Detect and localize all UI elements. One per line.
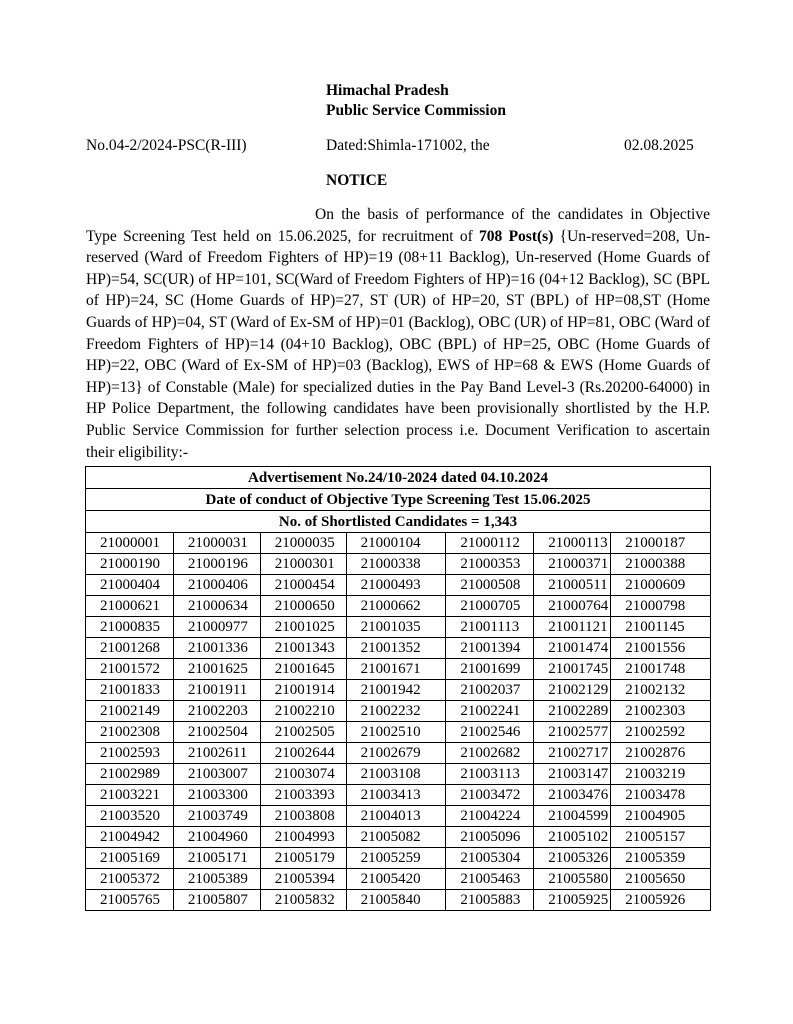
- body-text-part2: {Un-reserved=208, Un-reserved (Ward of Freedom Fighters of HP)=19 (08+11 Backlog), Un-reserved (Home Guards of HP)=54, SC(UR) of HP=101, SC(Ward of Freedom Fighters of HP)=16 (04+12 Backlog), SC (BPL of HP)=24, SC (Home Guards of HP)=27, ST (UR) of HP=20, ST (BPL) of HP=08,ST (Home Guards of HP)=04, ST (Ward of Ex-SM of HP)=01 (Backlog), OBC (UR) of HP=81, OBC (Ward of Freedom Fighters of HP)=14 (04+10 Backlog), OBC (BPL) of HP=25, OBC (Home Guards of HP)=22, OBC (Ward of Ex-SM of HP)=03 (Backlog), EWS of HP=68 & EWS (Home Guards of HP)=13} of Constable (Male) for specialized duties in the Pay Band Level-3 (Rs.20200-64000) in HP Police Department, the following candidates have been provisionally shortlisted by the H.P. Public Service Commission for further selection process i.e. Document Verification to ascertain their eligibility:-: [86, 227, 710, 461]
- roll-number-cell: 21000353: [446, 554, 534, 575]
- roll-number-cell: 21000621: [86, 596, 174, 617]
- roll-number-cell: 21003393: [260, 785, 346, 806]
- roll-number-cell: 21000662: [346, 596, 446, 617]
- roll-number-cell: 21000301: [260, 554, 346, 575]
- roll-number-cell: 21003520: [86, 806, 174, 827]
- table-row: [86, 575, 711, 596]
- roll-number-cell: 21005926: [611, 890, 711, 911]
- roll-number-cell: 21000035: [260, 533, 346, 554]
- roll-number-cell: 21003476: [534, 785, 611, 806]
- roll-number-cell: 21005179: [260, 848, 346, 869]
- roll-number-cell: 21001645: [260, 659, 346, 680]
- roll-number-cell: 21001343: [260, 638, 346, 659]
- table-row: [86, 806, 711, 827]
- roll-number-cell: 21000190: [86, 554, 174, 575]
- notice-date: 02.08.2025: [624, 137, 694, 154]
- table-row: [86, 554, 711, 575]
- roll-number-cell: 21002129: [534, 680, 611, 701]
- roll-number-cell: 21000112: [446, 533, 534, 554]
- roll-number-cell: 21005389: [173, 869, 260, 890]
- roll-number-cell: 21000001: [86, 533, 174, 554]
- roll-number-cell: 21003108: [346, 764, 446, 785]
- roll-number-cell: 21000404: [86, 575, 174, 596]
- roll-number-cell: 21001121: [534, 617, 611, 638]
- roll-number-cell: 21005372: [86, 869, 174, 890]
- roll-number-cell: 21001745: [534, 659, 611, 680]
- table-row: [86, 533, 711, 554]
- roll-number-cell: 21005807: [173, 890, 260, 911]
- roll-number-cell: 21001625: [173, 659, 260, 680]
- roll-number-cell: 21002682: [446, 743, 534, 764]
- table-row: [86, 869, 711, 890]
- table-row: [86, 701, 711, 722]
- org-name-line1: Himachal Pradesh: [326, 82, 449, 99]
- roll-number-cell: 21003478: [611, 785, 711, 806]
- roll-number-cell: 21002210: [260, 701, 346, 722]
- roll-number-cell: 21002308: [86, 722, 174, 743]
- roll-number-cell: 21002546: [446, 722, 534, 743]
- roll-number-cell: 21003413: [346, 785, 446, 806]
- body-text-posts: 708 Post(s): [479, 227, 554, 245]
- roll-number-cell: 21005304: [446, 848, 534, 869]
- roll-number-cell: 21002717: [534, 743, 611, 764]
- roll-number-cell: 21001025: [260, 617, 346, 638]
- roll-number-cell: 21002593: [86, 743, 174, 764]
- roll-number-cell: 21000104: [346, 533, 446, 554]
- roll-number-cell: 21003147: [534, 764, 611, 785]
- roll-number-cell: 21003300: [173, 785, 260, 806]
- table-row: [86, 638, 711, 659]
- roll-number-cell: 21002241: [446, 701, 534, 722]
- roll-number-cell: 21005259: [346, 848, 446, 869]
- roll-number-cell: 21005420: [346, 869, 446, 890]
- roll-number-cell: 21003113: [446, 764, 534, 785]
- notice-title: NOTICE: [326, 172, 388, 189]
- roll-number-cell: 21000798: [611, 596, 711, 617]
- roll-number-cell: 21001699: [446, 659, 534, 680]
- roll-number-cell: 21001911: [173, 680, 260, 701]
- roll-number-cell: 21002505: [260, 722, 346, 743]
- roll-number-cell: 21005765: [86, 890, 174, 911]
- notice-body: [86, 204, 710, 463]
- roll-number-cell: 21005925: [534, 890, 611, 911]
- roll-number-cell: 21003472: [446, 785, 534, 806]
- roll-number-cell: 21000511: [534, 575, 611, 596]
- roll-number-cell: 21000406: [173, 575, 260, 596]
- roll-number-cell: 21005171: [173, 848, 260, 869]
- roll-number-cell: 21000031: [173, 533, 260, 554]
- roll-number-cell: 21002989: [86, 764, 174, 785]
- roll-number-cell: 21000454: [260, 575, 346, 596]
- roll-number-cell: 21005580: [534, 869, 611, 890]
- roll-number-cell: 21000338: [346, 554, 446, 575]
- table-row: [86, 680, 711, 701]
- roll-number-cell: 21005157: [611, 827, 711, 848]
- roll-number-cell: 21002510: [346, 722, 446, 743]
- roll-number-cell: 21000634: [173, 596, 260, 617]
- roll-number-cell: 21001113: [446, 617, 534, 638]
- roll-number-cell: 21000508: [446, 575, 534, 596]
- roll-number-cell: 21002203: [173, 701, 260, 722]
- roll-number-cell: 21001474: [534, 638, 611, 659]
- roll-number-cell: 21001394: [446, 638, 534, 659]
- roll-number-cell: 21000650: [260, 596, 346, 617]
- roll-number-cell: 21005169: [86, 848, 174, 869]
- roll-number-cell: 21005326: [534, 848, 611, 869]
- roll-number-cell: 21002149: [86, 701, 174, 722]
- table-row: [86, 764, 711, 785]
- table-row: [86, 890, 711, 911]
- roll-number-cell: 21002504: [173, 722, 260, 743]
- roll-number-cell: 21003074: [260, 764, 346, 785]
- roll-number-cell: 21002611: [173, 743, 260, 764]
- roll-number-cell: 21002132: [611, 680, 711, 701]
- roll-number-cell: 21002232: [346, 701, 446, 722]
- shortlisted-count-heading: No. of Shortlisted Candidates = 1,343: [86, 511, 711, 533]
- roll-number-cell: 21001035: [346, 617, 446, 638]
- roll-number-cell: 21003219: [611, 764, 711, 785]
- roll-number-cell: 21001748: [611, 659, 711, 680]
- roll-number-cell: 21002289: [534, 701, 611, 722]
- roll-number-cell: 21003221: [86, 785, 174, 806]
- table-row: [86, 848, 711, 869]
- roll-number-cell: 21000977: [173, 617, 260, 638]
- org-name-line2: Public Service Commission: [326, 102, 506, 119]
- advertisement-heading: Advertisement No.24/10-2024 dated 04.10.2024: [86, 467, 711, 489]
- roll-number-cell: 21002644: [260, 743, 346, 764]
- roll-number-cell: 21002303: [611, 701, 711, 722]
- roll-number-cell: 21000493: [346, 575, 446, 596]
- roll-number-cell: 21001572: [86, 659, 174, 680]
- roll-number-cell: 21000609: [611, 575, 711, 596]
- roll-number-cell: 21004942: [86, 827, 174, 848]
- roll-number-cell: 21005102: [534, 827, 611, 848]
- roll-number-cell: 21004224: [446, 806, 534, 827]
- roll-number-cell: 21001942: [346, 680, 446, 701]
- roll-number-cell: 21003808: [260, 806, 346, 827]
- roll-number-cell: 21000187: [611, 533, 711, 554]
- roll-number-cell: 21002037: [446, 680, 534, 701]
- roll-number-cell: 21004013: [346, 806, 446, 827]
- table-row: [86, 617, 711, 638]
- roll-number-cell: 21004599: [534, 806, 611, 827]
- roll-number-cell: 21004905: [611, 806, 711, 827]
- reference-number: No.04-2/2024-PSC(R-III): [86, 137, 247, 154]
- roll-number-cell: 21001914: [260, 680, 346, 701]
- roll-number-cell: 21001352: [346, 638, 446, 659]
- roll-number-cell: 21000835: [86, 617, 174, 638]
- table-row: [86, 722, 711, 743]
- roll-number-cell: 21001268: [86, 638, 174, 659]
- roll-number-cell: 21003007: [173, 764, 260, 785]
- roll-number-cell: 21005883: [446, 890, 534, 911]
- roll-number-cell: 21000705: [446, 596, 534, 617]
- roll-number-cell: 21002679: [346, 743, 446, 764]
- roll-number-cell: 21003749: [173, 806, 260, 827]
- test-date-heading: Date of conduct of Objective Type Screening Test 15.06.2025: [86, 489, 711, 511]
- roll-number-cell: 21005463: [446, 869, 534, 890]
- table-row: [86, 785, 711, 806]
- roll-number-cell: 21000764: [534, 596, 611, 617]
- roll-number-cell: 21000371: [534, 554, 611, 575]
- roll-number-cell: 21002577: [534, 722, 611, 743]
- roll-number-cell: 21005650: [611, 869, 711, 890]
- roll-number-cell: 21004993: [260, 827, 346, 848]
- roll-number-cell: 21000196: [173, 554, 260, 575]
- roll-number-cell: 21001336: [173, 638, 260, 659]
- dated-place: Dated:Shimla-171002, the: [326, 137, 490, 154]
- roll-number-cell: 21001145: [611, 617, 711, 638]
- roll-number-cell: 21004960: [173, 827, 260, 848]
- roll-number-cell: 21005832: [260, 890, 346, 911]
- roll-number-cell: 21005394: [260, 869, 346, 890]
- roll-number-cell: 21000113: [534, 533, 611, 554]
- roll-number-cell: 21002592: [611, 722, 711, 743]
- roll-number-cell: 21005359: [611, 848, 711, 869]
- shortlist-table: [85, 466, 711, 911]
- roll-number-cell: 21000388: [611, 554, 711, 575]
- roll-number-cell: 21001833: [86, 680, 174, 701]
- roll-number-cell: 21005840: [346, 890, 446, 911]
- table-row: [86, 827, 711, 848]
- table-row: [86, 743, 711, 764]
- roll-number-cell: 21001556: [611, 638, 711, 659]
- body-text-part1: On the basis of performance of the candidates in Objective Type Screening Test held on 15.06.2025, for recruitment of: [86, 206, 710, 245]
- table-row: [86, 596, 711, 617]
- roll-number-cell: 21001671: [346, 659, 446, 680]
- roll-number-cell: 21005082: [346, 827, 446, 848]
- roll-number-cell: 21005096: [446, 827, 534, 848]
- roll-number-cell: 21002876: [611, 743, 711, 764]
- table-row: [86, 659, 711, 680]
